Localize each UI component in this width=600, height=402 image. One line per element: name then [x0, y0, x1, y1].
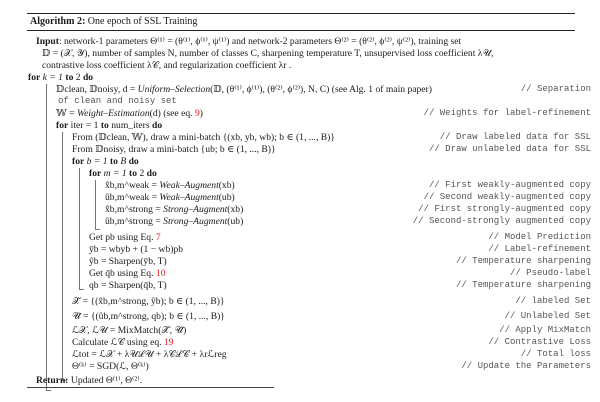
comment-temp-sharpening-1: // Temperature sharpening [455, 256, 591, 266]
comment-draw-labeled: // Draw labeled data for SSL [439, 132, 591, 142]
statement: Get pb using Eq. [89, 232, 156, 243]
equation-ref-link[interactable]: 7 [155, 232, 161, 243]
mixmatch-line: ℒ𝒳, ℒ𝒰 = MixMatch(𝒳̂, 𝒰̂) [72, 325, 187, 336]
draw-labeled-line: From (𝔻clean, 𝕎), draw a mini-batch {(xb, yb, wb); b ∈ (1, ..., B)} [72, 132, 335, 143]
for-m-line [89, 168, 157, 179]
comment-continuation: of clean and noisy set [58, 96, 177, 106]
statement: Get q̄b using Eq. [89, 268, 156, 279]
comment-weak-x: // First weakly-augmented copy [428, 180, 591, 190]
get-p-line [89, 232, 161, 243]
strong-augment-x-line [105, 204, 243, 215]
weak-augment-x-line [105, 180, 235, 191]
loop-var: iter = 1 [68, 120, 101, 131]
keyword-for: for [56, 120, 69, 131]
function-name: Weak–Augment [159, 180, 219, 191]
caption-rule [27, 30, 575, 31]
note-close: ) [199, 108, 203, 119]
lhs: ûb,m^weak = [105, 192, 160, 203]
keyword-to: to [109, 156, 118, 167]
equation-ref-link[interactable]: 9 [194, 108, 200, 119]
contrastive-line [72, 337, 174, 348]
draw-unlabeled-line: From 𝔻noisy, draw a mini-batch {ub; b ∈ (1, ..., B)} [72, 144, 276, 155]
note: (see Alg. 1 of main paper) [329, 84, 432, 95]
return-line [36, 375, 142, 386]
comment-temp-sharpening-2: // Temperature sharpening [455, 280, 591, 290]
algorithm-label: Algorithm 2: [30, 16, 86, 27]
input-text-1: : network-1 parameters Θ⁽¹⁾ = (θ⁽¹⁾, ϕ⁽¹⁾, ψ⁽¹⁾) and network-2 parameters Θ⁽²⁾ = (θ⁽²⁾, ϕ⁽²⁾, ψ⁽²⁾), training set [58, 36, 462, 47]
comment-total-loss: // Total loss [520, 349, 591, 359]
keyword-for: for [28, 72, 41, 83]
keyword-for: for [89, 168, 102, 179]
function-args: (xb) [218, 180, 235, 191]
function-name: Strong–Augment [163, 216, 228, 227]
function-args: (ub) [218, 192, 235, 203]
function-name: Weak–Augment [159, 192, 219, 203]
comment-model-prediction: // Model Prediction [488, 232, 591, 242]
function-name: Weight–Estimation [76, 108, 150, 119]
comment-contrastive: // Contrastive Loss [488, 337, 591, 347]
keyword-do: do [82, 72, 94, 83]
for-k-scope-bar [46, 84, 51, 391]
keyword-to: to [100, 120, 109, 131]
input-line-3: contrastive loss coefficient λ𝒞, and regularization coefficient λr . [42, 60, 292, 71]
note: (see eq. [160, 108, 195, 119]
comment-label-refinement: // Label-refinement [488, 244, 591, 254]
weak-augment-u-line [105, 192, 235, 203]
function-args: (ub) [227, 216, 244, 227]
function-name: Uniform–Selection [137, 84, 211, 95]
equation-ref-link[interactable]: 10 [155, 268, 166, 279]
comment-draw-unlabeled: // Draw unlabeled data for SSL [428, 144, 591, 154]
keyword-to: to [129, 168, 138, 179]
loop-bound: 2 [73, 72, 83, 83]
comment-mixmatch: // Apply MixMatch [499, 325, 591, 335]
unlabeled-set-line: 𝒰̂ = {(ûb,m^strong, qb); b ∈ (1, ..., B)} [72, 311, 225, 322]
function-args: (𝔻, (θ⁽¹⁾, ϕ⁽¹⁾), (θ⁽²⁾, ϕ⁽²⁾), N, C) [210, 84, 330, 95]
get-q-line [89, 268, 165, 279]
keyword-do: do [152, 120, 163, 131]
comment-separation: // Separation [520, 84, 591, 94]
loop-var: k = 1 [40, 72, 66, 83]
input-line-2: 𝔻 = (𝒳, 𝒴), number of samples N, number of classes C, sharpening temperature T, unsupervised loss coefficient λ𝒰, [42, 48, 494, 59]
lhs: x̂b,m^weak = [105, 180, 160, 191]
function-args: (d) [149, 108, 161, 119]
equation-ref-link[interactable]: 19 [163, 337, 174, 348]
for-iter-line [56, 120, 162, 131]
comment-labeled-set: // labeled Set [515, 296, 591, 306]
sharpen-y-line: ŷb = Sharpen(ȳb, T) [89, 256, 167, 267]
loop-bound: B [117, 156, 129, 167]
strong-augment-u-line [105, 216, 243, 227]
for-b-line [72, 156, 139, 167]
return-label: Return: [36, 375, 69, 386]
bottom-rule [27, 387, 274, 388]
input-line-1 [36, 36, 461, 47]
lhs: 𝔻clean, 𝔻noisy, d = [56, 84, 138, 95]
uniform-selection-line [56, 84, 432, 95]
comment-pseudo-label: // Pseudo-label [509, 268, 591, 278]
comment-weak-u: // Second weakly-augmented copy [423, 192, 591, 202]
loop-bound: num_iters [108, 120, 153, 131]
for-k-line [28, 72, 93, 83]
comment-strong-u: // Second-strongly augmented copy [412, 216, 591, 226]
comment-weights: // Weights for label-refinement [423, 108, 591, 118]
loop-var: b = 1 [84, 156, 110, 167]
weight-estimation-line [56, 108, 203, 119]
algorithm-title: One epoch of SSL Training [87, 16, 198, 27]
for-iter-scope-bar [62, 132, 67, 381]
algorithm-caption [27, 14, 575, 30]
for-m-scope-bar [95, 180, 100, 230]
label-refinement-line: ȳb = wbyb + (1 − wb)pb [89, 244, 184, 255]
lhs: x̂b,m^strong = [105, 204, 164, 215]
keyword-do: do [128, 156, 139, 167]
algorithm-block [27, 13, 575, 31]
loop-bound: 2 [137, 168, 147, 179]
sgd-line: Θ⁽ᵏ⁾ = SGD(ℒ, Θ⁽ᵏ⁾) [72, 361, 149, 372]
total-loss-line: ℒtot = ℒ𝒳 + λ𝒰ℒ𝒰 + λ𝒞ℒ𝒞 + λrℒreg [72, 349, 227, 360]
loop-var: m = 1 [101, 168, 130, 179]
keyword-for: for [72, 156, 85, 167]
keyword-to: to [65, 72, 74, 83]
comment-strong-x: // First strongly-augmented copy [418, 204, 591, 214]
function-name: Strong–Augment [163, 204, 228, 215]
labeled-set-line: 𝒳̂ = {(x̂b,m^strong, ŷb); b ∈ (1, ..., B)} [72, 296, 225, 307]
lhs: 𝕎 = [56, 108, 77, 119]
keyword-do: do [146, 168, 157, 179]
lhs: ûb,m^strong = [105, 216, 164, 227]
sharpen-q-line: qb = Sharpen(q̄b, T) [89, 280, 167, 291]
for-b-scope-bar [79, 168, 84, 290]
statement: Calculate ℒ𝒞 using eq. [72, 337, 164, 348]
comment-update-params: // Update the Parameters [461, 361, 591, 371]
comment-unlabeled-set: // Unlabeled Set [504, 311, 591, 321]
function-args: (xb) [227, 204, 244, 215]
return-text: Updated Θ⁽¹⁾, Θ⁽²⁾. [68, 375, 143, 386]
input-label: Input [36, 36, 59, 47]
